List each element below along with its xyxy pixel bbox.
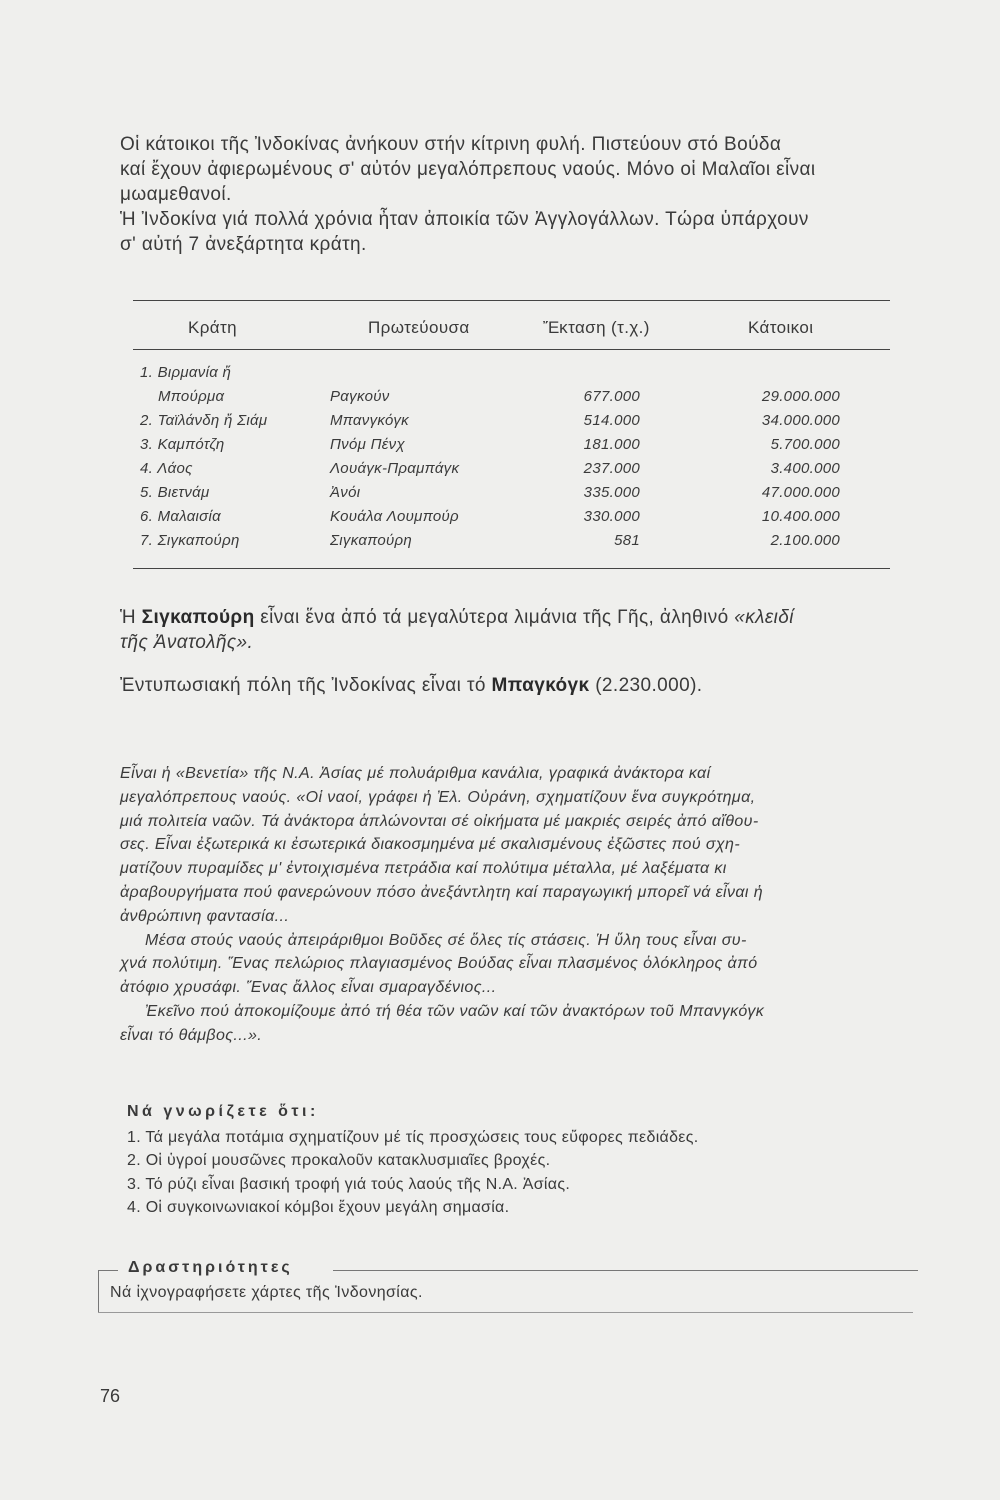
- cell-state: 3. Καμπότζη: [140, 436, 225, 453]
- table-row: [133, 436, 890, 460]
- header-capital: Πρωτεύουσα: [368, 318, 470, 337]
- quote-line: ματίζουν πυραμίδες μ' ἐντοιχισμένα πετράδια καί πολύτιμα μέταλλα, μέ λαξέματα κι: [120, 860, 727, 878]
- quote-line: Ἐκεῖνο πού ἀποκομίζουμε ἀπό τή θέα τῶν ναῶν καί τῶν ἀνακτόρων τοῦ Μπανγκόγκ: [145, 1002, 765, 1020]
- cell-area: 335.000: [583, 484, 640, 501]
- know-title: Νά γνωρίζετε ὅτι:: [127, 1103, 319, 1120]
- quote-line: χνά πολύτιμη. Ἕνας πελώριος πλαγιασμένος Βούδας εἶναι πλασμένος ὁλόκληρος ἀπό: [120, 955, 758, 973]
- cell-population: 3.400.000: [770, 460, 840, 477]
- cell-area: 677.000: [583, 388, 640, 405]
- after-table-text: [120, 605, 920, 698]
- intro-line: Ἡ Ἰνδοκίνα γιά πολλά χρόνια ἦταν ἀποικία τῶν Ἀγγλογάλλων. Τώρα ὑπάρχουν: [120, 209, 809, 230]
- quote-line: μιά πολιτεία ναῶν. Τά ἀνάκτορα ἁπλώνονται σέ οἰκήματα μέ μακριές σειρές ἀπό αἴθου-: [120, 812, 759, 830]
- intro-text: [120, 132, 920, 257]
- quote-line: ἀνθρώπινη φαντασία...: [120, 907, 290, 925]
- quote-line: εἶναι τό θάμβος...».: [120, 1026, 263, 1044]
- cell-population: 34.000.000: [761, 412, 840, 429]
- cell-area: 330.000: [583, 508, 640, 525]
- quote-line: ἀτόφιο χρυσάφι. Ἕνας ἄλλος εἶναι σμαραγδένιος...: [120, 979, 497, 997]
- text-run: Ἡ: [120, 607, 142, 628]
- cell-state: 5. Βιετνάμ: [140, 484, 210, 501]
- cell-area: 514.000: [583, 412, 640, 429]
- list-item: 1. Τά μεγάλα ποτάμια σχηματίζουν μέ τίς προσχώσεις τους εὔφορες πεδιάδες.: [127, 1128, 699, 1146]
- cell-area: 237.000: [583, 460, 640, 477]
- cell-state: 7. Σιγκαπούρη: [140, 532, 240, 549]
- singapore-paragraph: [120, 605, 920, 630]
- bangkok-paragraph: [120, 673, 920, 698]
- know-section: [120, 1100, 900, 1220]
- table-row: [133, 364, 890, 405]
- header-population: Κάτοικοι: [748, 318, 814, 337]
- cell-area: 181.000: [583, 436, 640, 453]
- quote-line: σες. Εἶναι ἐξωτερικά κι ἐσωτερικά διακοσμημένα μέ σκαλισμένους ἐξῶστες πού σχη-: [120, 836, 741, 854]
- list-item: 2. Οἱ ὑγροί μουσῶνες προκαλοῦν κατακλυσμιαῖες βροχές.: [127, 1152, 551, 1169]
- table-body: [133, 350, 890, 568]
- singapore-paragraph-line2: [120, 630, 920, 655]
- box-border: [333, 1270, 918, 1271]
- cell-capital: Λουάγκ-Πραμπάγκ: [330, 460, 460, 477]
- box-border: [98, 1270, 118, 1271]
- intro-line: καί ἔχουν ἀφιερωμένους σ' αὐτόν μεγαλόπρεπους ναούς. Μόνο οἱ Μαλαῖοι εἶναι: [120, 159, 816, 180]
- cell-state: 1. Βιρμανία ἤ: [140, 364, 232, 381]
- quote-line: Μέσα στούς ναούς ἀπειράριθμοι Βοῦδες σέ ὅλες τίς στάσεις. Ἡ ὕλη τους εἶναι συ-: [145, 931, 747, 949]
- table-bottom-rule: [133, 568, 890, 569]
- cell-population: 2.100.000: [770, 532, 840, 549]
- quote-line: μεγαλόπρεπους ναούς. «Οἱ ναοί, γράφει ἡ Ἐλ. Οὐράνη, σχηματίζουν ἕνα συγκρότημα,: [120, 788, 756, 806]
- italic-east: τῆς Ἀνατολῆς».: [120, 632, 254, 653]
- quote-line: Εἶναι ἡ «Βενετία» τῆς Ν.Α. Ἀσίας μέ πολυάριθμα κανάλια, γραφικά ἀνάκτορα καί: [120, 765, 711, 782]
- cell-state: 4. Λάος: [140, 460, 193, 477]
- table-row: [133, 532, 890, 556]
- page-number: 76: [100, 1386, 121, 1406]
- intro-line: Οἱ κάτοικοι τῆς Ἰνδοκίνας ἀνήκουν στήν κίτρινη φυλή. Πιστεύουν στό Βούδα: [120, 134, 782, 155]
- cell-capital: Κουάλα Λουμπούρ: [330, 508, 459, 525]
- bangkok-quote: [120, 762, 900, 1048]
- cell-state: 6. Μαλαισία: [140, 508, 222, 525]
- list-item: 3. Τό ρύζι εἶναι βασική τροφή γιά τούς λαούς τῆς Ν.Α. Ἀσίας.: [127, 1175, 571, 1193]
- intro-line: σ' αὐτή 7 ἀνεξάρτητα κράτη.: [120, 234, 367, 255]
- cell-state: 2. Ταϊλάνδη ἤ Σιάμ: [140, 412, 268, 429]
- italic-key: «κλειδί: [734, 607, 794, 628]
- activities-text: Νά ἰχνογραφήσετε χάρτες τῆς Ἰνδονησίας.: [110, 1284, 423, 1301]
- cell-state: Μπούρμα: [158, 388, 225, 405]
- table-row: [133, 412, 890, 436]
- list-item: 4. Οἱ συγκοινωνιακοί κόμβοι ἔχουν μεγάλη σημασία.: [127, 1199, 510, 1216]
- cell-capital: Μπανγκόγκ: [330, 412, 409, 429]
- intro-line: μωαμεθανοί.: [120, 184, 232, 205]
- table-row: [133, 484, 890, 508]
- table-row: [133, 508, 890, 532]
- header-area: Ἔκταση (τ.χ.): [543, 318, 650, 337]
- text-run: (2.230.000).: [589, 675, 703, 696]
- cell-population: 10.400.000: [761, 508, 840, 525]
- cell-capital: Ραγκούν: [330, 388, 390, 405]
- table-header: [133, 301, 890, 349]
- header-states: Κράτη: [188, 318, 238, 337]
- activities-box: [98, 1259, 918, 1310]
- cell-capital: Πνόμ Πένχ: [330, 436, 405, 453]
- activities-title: Δραστηριότητες: [128, 1259, 293, 1276]
- cell-capital: Σιγκαπούρη: [330, 532, 413, 549]
- box-border: [98, 1270, 99, 1312]
- cell-capital: Ἀνόι: [330, 484, 361, 501]
- bold-singapore: Σιγκαπούρη: [141, 607, 255, 628]
- cell-population: 29.000.000: [761, 388, 840, 405]
- text-run: Ἐντυπωσιακή πόλη τῆς Ἰνδοκίνας εἶναι τό: [120, 675, 492, 696]
- states-table: [133, 300, 890, 569]
- cell-population: 5.700.000: [770, 436, 840, 453]
- cell-population: 47.000.000: [761, 484, 840, 501]
- bold-bangkok: Μπαγκόγκ: [491, 675, 590, 696]
- box-border: [98, 1312, 913, 1313]
- cell-area: 581: [614, 532, 640, 549]
- table-row: [133, 460, 890, 484]
- quote-line: ἀραβουργήματα πού φανερώνουν πόσο ἀνεξάντλητη καί παραγωγική μπορεῖ νά εἶναι ἡ: [120, 883, 763, 901]
- text-run: εἶναι ἕνα ἀπό τά μεγαλύτερα λιμάνια τῆς Γῆς, ἀληθινό: [254, 607, 735, 628]
